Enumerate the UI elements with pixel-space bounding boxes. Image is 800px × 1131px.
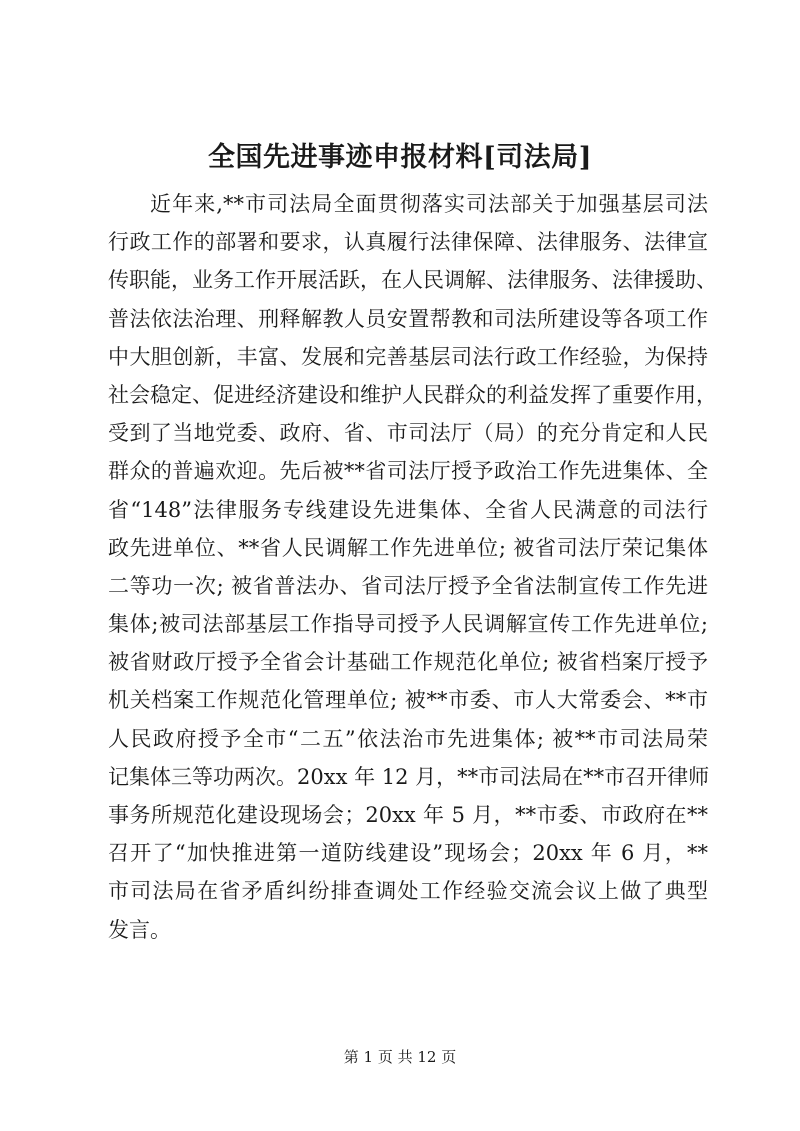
paragraph-line: 政先进单位、**省人民调解工作先进单位; 被省司法厅荣记集体 <box>108 535 708 560</box>
paragraph-line: 二等功一次; 被省普法办、省司法厅授予全省法制宣传工作先进 <box>108 573 708 598</box>
paragraph-line: 市司法局在省矛盾纠纷排查调处工作经验交流会议上做了典型 <box>108 879 708 904</box>
page-number: 第 1 页 共 12 页 <box>343 1048 457 1066</box>
paragraph-line: 传职能，业务工作开展活跃，在人民调解、法律服务、法律援助、 <box>108 268 717 293</box>
paragraph-line: 受到了当地党委、政府、省、市司法厅（局）的充分肯定和人民 <box>108 421 708 446</box>
paragraph-line: 中大胆创新，丰富、发展和完善基层司法行政工作经验，为保持 <box>108 344 708 369</box>
paragraph-line: 被省财政厅授予全省会计基础工作规范化单位; 被省档案厅授予 <box>108 650 708 675</box>
paragraph-line: 事务所规范化建设现场会；20xx 年 5 月，**市委、市政府在** <box>108 803 708 827</box>
paragraph-line: 机关档案工作规范化管理单位; 被**市委、市人大常委会、**市 <box>108 688 708 713</box>
body-paragraph <box>108 185 717 949</box>
paragraph-line: 省“148”法律服务专线建设先进集体、全省人民满意的司法行 <box>108 497 708 522</box>
paragraph-line: 召开了“加快推进第一道防线建设”现场会；20xx 年 6 月，** <box>108 841 708 866</box>
paragraph-line: 普法依法治理、刑释解教人员安置帮教和司法所建设等各项工作 <box>108 306 708 331</box>
paragraph-line: 群众的普遍欢迎。先后被**省司法厅授予政治工作先进集体、全 <box>108 459 708 484</box>
paragraph-line: 人民政府授予全市“二五”依法治市先进集体; 被**市司法局荣 <box>108 726 708 751</box>
paragraph-line: 记集体三等功两次。20xx 年 12 月，**市司法局在**市召开律师 <box>108 764 710 789</box>
paragraph-line: 集体;被司法部基层工作指导司授予人民调解宣传工作先进单位; <box>108 612 708 637</box>
paragraph-line: 发言。 <box>108 917 171 942</box>
paragraph-line: 近年来,**市司法局全面贯彻落实司法部关于加强基层司法 <box>150 192 708 216</box>
paragraph-line: 行政工作的部署和要求，认真履行法律保障、法律服务、法律宣 <box>108 230 708 255</box>
document-title: 全国先进事迹申报材料[司法局] <box>207 142 593 173</box>
paragraph-line: 社会稳定、促进经济建设和维护人民群众的利益发挥了重要作用， <box>108 382 717 407</box>
